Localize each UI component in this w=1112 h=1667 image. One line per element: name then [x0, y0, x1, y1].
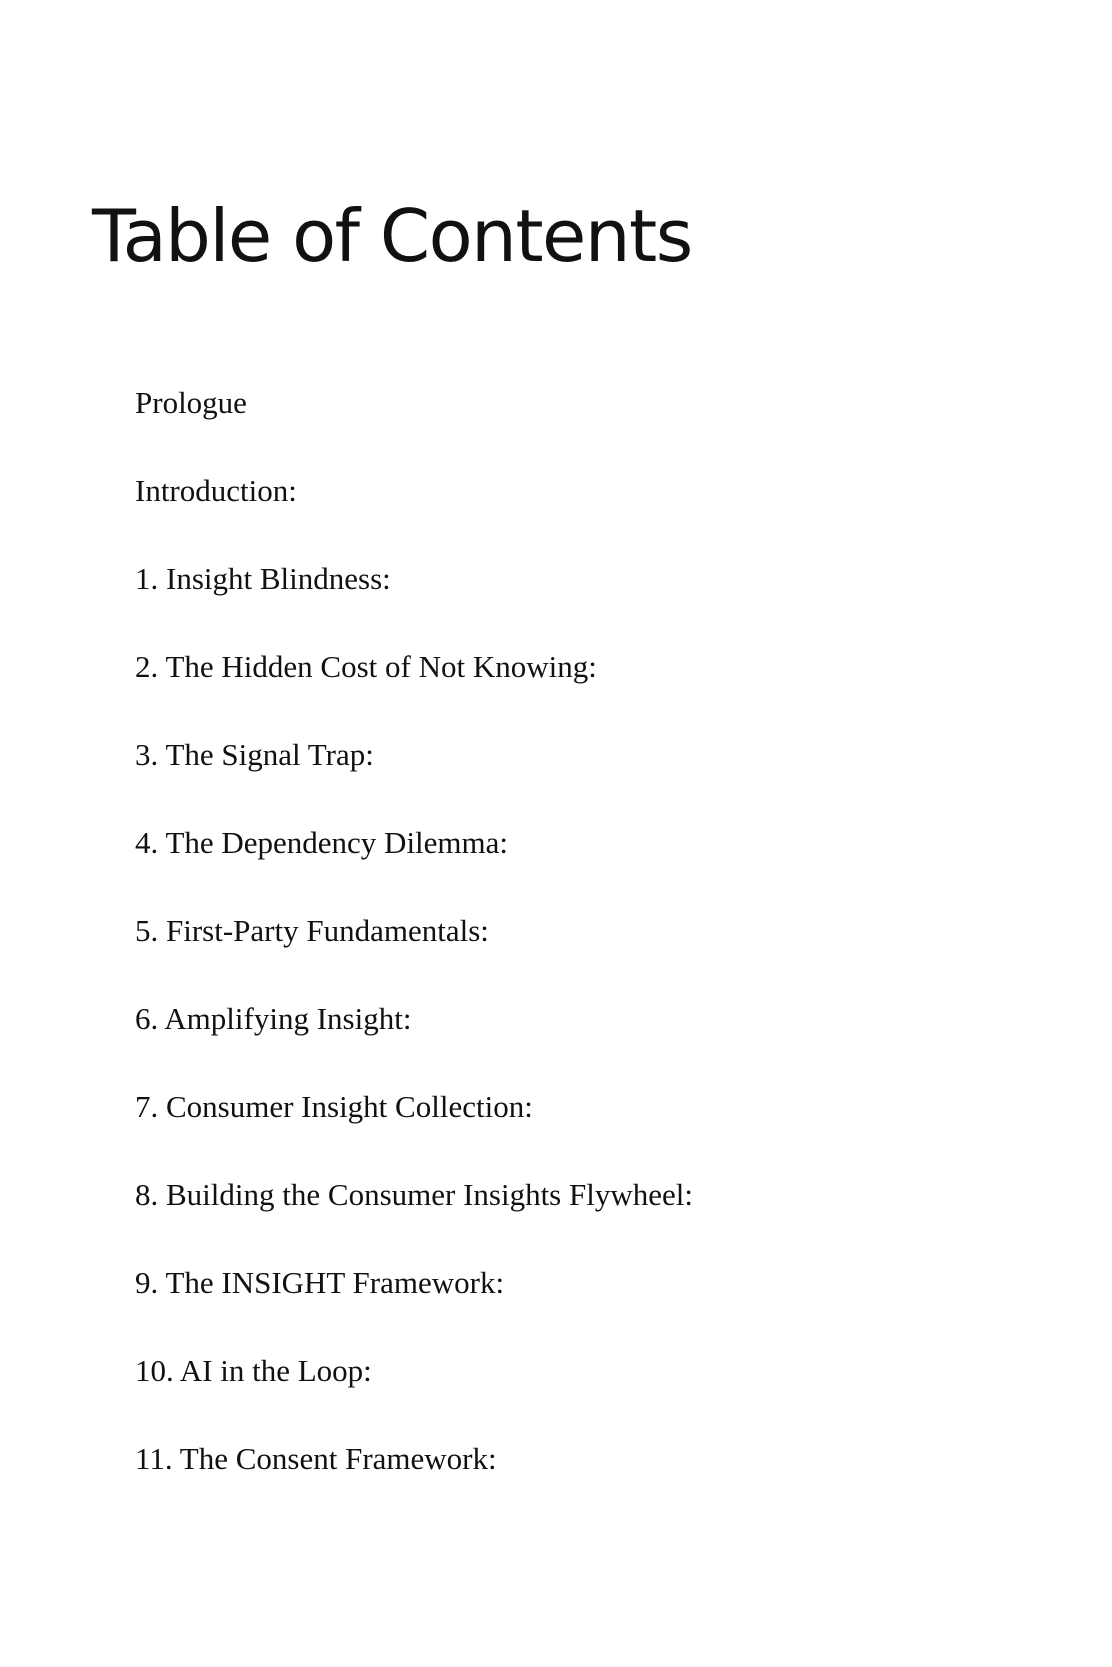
toc-entry-chapter-9[interactable]: 9. The INSIGHT Framework:	[135, 1265, 505, 1300]
toc-entry-chapter-7[interactable]: 7. Consumer Insight Collection:	[135, 1089, 533, 1124]
toc-entry-chapter-10[interactable]: 10. AI in the Loop:	[135, 1353, 372, 1388]
toc-entry-chapter-1[interactable]: 1. Insight Blindness:	[135, 561, 391, 596]
toc-entry-chapter-6[interactable]: 6. Amplifying Insight:	[135, 1001, 412, 1036]
toc-list	[135, 378, 693, 1522]
toc-entry-introduction[interactable]: Introduction:	[135, 473, 297, 508]
toc-entry-prologue[interactable]: Prologue	[135, 385, 247, 420]
toc-entry-chapter-2[interactable]: 2. The Hidden Cost of Not Knowing:	[135, 649, 597, 684]
toc-entry-chapter-11[interactable]: 11. The Consent Framework:	[135, 1441, 497, 1476]
toc-entry-chapter-5[interactable]: 5. First-Party Fundamentals:	[135, 913, 489, 948]
page-title: Table of Contents	[92, 194, 692, 278]
toc-entry-chapter-8[interactable]: 8. Building the Consumer Insights Flywheel:	[135, 1177, 693, 1212]
toc-entry-chapter-3[interactable]: 3. The Signal Trap:	[135, 737, 374, 772]
toc-entry-chapter-4[interactable]: 4. The Dependency Dilemma:	[135, 825, 509, 860]
